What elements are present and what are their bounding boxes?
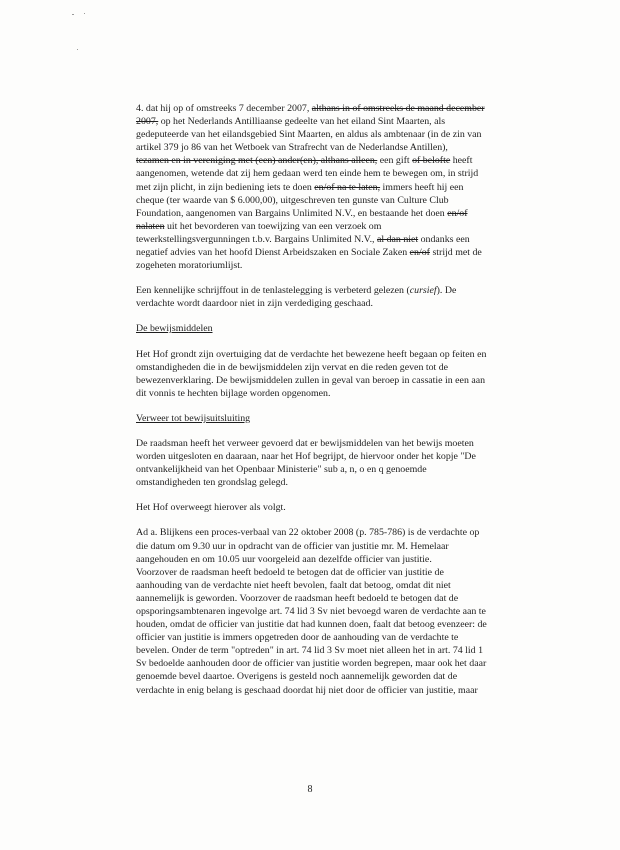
text-segment: ontvankelijkheid van het Openbaar Ministerie" sub a, n, o en q genoemde: [136, 464, 427, 476]
text-segment: Het Hof grondt zijn overtuiging dat de verdachte het bewezene heeft begaan op feiten en: [136, 348, 487, 360]
struck-text: en/of: [447, 207, 468, 219]
text-segment: genoemde bevel daartoe. Overigens is gesteld noch aannemelijk geworden dat de: [136, 671, 458, 683]
text-segment: Foundation, aangenomen van Bargains Unlimited N.V., en bestaande het doen: [136, 207, 448, 219]
text-segment: omstandigheden ten grondslag gelegd.: [136, 477, 288, 489]
text-line: [136, 154, 519, 167]
scan-speck: [72, 14, 74, 15]
text-segment: Ad a. Blijkens een proces-verbaal van 22 oktober 2008 (p. 785-786) is de verdachte op: [136, 527, 480, 539]
text-segment: opsporingsambtenaren ingevolge art. 74 lid 3 Sv niet bevoegd waren de verdachte aan te: [136, 606, 486, 617]
text-line: [136, 476, 519, 489]
text-segment: gedeputeerde van het eilandsgebied Sint Maarten, en aldus als ambtenaar (in de zin van: [136, 129, 482, 141]
scan-speck: [84, 13, 85, 14]
text-segment: strijd met de: [429, 247, 482, 259]
text-segment: Een kennelijke schrijffout in de tenlastelegging is verbeterd gelezen (: [136, 285, 410, 297]
text-line: [136, 374, 519, 387]
text-segment: aanhouding van de verdachte niet heeft bevolen, faalt dat betoog, omdat dit niet: [136, 579, 451, 591]
text-line: [136, 207, 519, 220]
text-line: [136, 412, 519, 425]
text-line: [136, 361, 519, 374]
text-line: [136, 553, 519, 566]
scan-speck: [77, 49, 78, 50]
text-segment: dit vonnis te hechten bijlage worden opgenomen.: [136, 387, 331, 399]
text-line: [136, 102, 519, 115]
text-line: [136, 348, 519, 361]
text-segment: ). De: [436, 285, 457, 297]
struck-text: of belofte: [412, 155, 451, 167]
italic-text: cursief: [409, 285, 437, 297]
text-segment: Voorzover de raadsman heeft bedoeld te betogen dat de officier van justitie de: [136, 566, 444, 578]
text-segment: aangehouden en om 10.05 uur voorgeleid aan dezelfde officier van justitie.: [136, 553, 432, 565]
text-line: [136, 246, 519, 259]
text-line: [136, 566, 519, 579]
text-segment: zogeheten moratoriumlijst.: [136, 260, 243, 272]
text-segment: 4. dat hij op of omstreeks 7 december 2007,: [136, 103, 312, 114]
text-line: [136, 463, 519, 476]
text-segment: een gift: [377, 155, 413, 167]
text-segment: artikel 379 jo 86 van het Wetboek van Strafrecht van de Nederlandse Antillen),: [136, 142, 448, 154]
text-line: [136, 684, 519, 697]
text-segment: De bewijsmiddelen: [136, 323, 213, 335]
text-segment: ondanks een: [418, 233, 470, 245]
struck-text: tezamen en in vereniging met (een) ander(en), althans alleen,: [136, 155, 378, 167]
text-line: [136, 141, 519, 154]
text-segment: immers heeft hij een: [380, 181, 464, 193]
paragraph: [136, 437, 519, 489]
struck-text: al dan niet: [377, 233, 419, 245]
text-line: [136, 259, 519, 272]
text-line: [136, 181, 519, 194]
text-line: [136, 450, 519, 463]
text-segment: heeft: [450, 155, 473, 167]
struck-text: althans in of omstreeks de maand december: [311, 103, 485, 114]
paragraph: [136, 501, 519, 514]
text-line: [136, 284, 519, 297]
text-segment: uit het bevorderen van toewijzing van een verzoek om: [164, 220, 382, 232]
text-segment: tewerkstellingsvergunningen t.b.v. Bargains Unlimited N.V.,: [136, 233, 377, 245]
paragraph: [136, 102, 519, 272]
text-segment: omstandigheden die in de bewijsmiddelen zijn vervat en die reden geven tot de: [136, 361, 449, 373]
text-segment: negatief advies van het hoofd Dienst Arbeidszaken en Sociale Zaken: [136, 247, 410, 259]
paragraph: [136, 284, 519, 310]
text-segment: aangenomen, wetende dat zij hem gedaan werd ten einde hem te bewegen om, in strijd: [136, 168, 479, 180]
text-line: [136, 220, 519, 233]
text-line: [136, 501, 519, 514]
text-line: [136, 437, 519, 450]
text-line: [136, 526, 519, 539]
text-segment: verdachte wordt daardoor niet in zijn verdediging geschaad.: [136, 298, 373, 310]
document-body: [136, 102, 519, 709]
text-line: [136, 592, 519, 605]
text-segment: Sv bedoelde aanhouden door de officier van justitie worden begrepen, maar ook het daar: [136, 658, 487, 670]
text-line: [136, 657, 519, 670]
text-segment: aannemelijk is geworden. Voorzover de raadsman heeft bedoeld te betogen dat de: [136, 592, 459, 604]
text-line: [136, 194, 519, 207]
text-line: [136, 128, 519, 141]
struck-text: 2007,: [136, 116, 159, 128]
text-line: [136, 167, 519, 180]
text-line: [136, 644, 519, 657]
section-heading: [136, 412, 519, 425]
text-segment: cheque (ter waarde van $ 6.000,00), uitgeschreven ten gunste van Culture Club: [136, 194, 449, 206]
text-segment: officier van justitie is immers opgetreden door de aanhouding van de verdachte te: [136, 632, 459, 644]
text-segment: die datum om 9.30 uur in opdracht van de officier van justitie mr. M. Hemelaar: [136, 540, 449, 552]
text-segment: worden uitgesloten en daaraan, naar het Hof begrijpt, de hiervoor onder het kopje "De: [136, 451, 476, 463]
text-segment: bevelen. Onder de term "optreden" in art. 74 lid 3 Sv moet niet alleen het in art. 74 lid 1: [136, 645, 484, 657]
text-segment: Het Hof overweegt hierover als volgt.: [136, 502, 286, 514]
text-segment: De raadsman heeft het verweer gevoerd dat er bewijsmiddelen van het bewijs moeten: [136, 437, 474, 449]
page-number: 8: [307, 784, 313, 795]
struck-text: en/of na te laten,: [314, 181, 381, 193]
text-line: [136, 297, 519, 310]
text-line: [136, 233, 519, 246]
text-line: [136, 670, 519, 683]
text-line: [136, 540, 519, 553]
paragraph: [136, 348, 519, 400]
text-line: [136, 618, 519, 631]
text-line: [136, 605, 519, 618]
text-segment: op het Nederlands Antilliaanse gedeelte van het eiland Sint Maarten, als: [158, 116, 446, 128]
text-segment: met zijn plicht, in zijn bediening iets te doen: [136, 181, 315, 193]
text-segment: bewezenverklaring. De bewijsmiddelen zullen in geval van beroep in cassatie in een aan: [136, 374, 486, 386]
section-heading: [136, 322, 519, 335]
text-segment: verdachte in enig belang is geschaad doordat hij niet door de officier van justitie, maar: [136, 684, 478, 696]
struck-text: en/of: [409, 247, 430, 259]
struck-text: nalaten: [136, 220, 165, 232]
text-segment: Verweer tot bewijsuitsluiting: [136, 412, 251, 424]
text-line: [136, 322, 519, 335]
paragraph: [136, 526, 519, 696]
text-line: [136, 631, 519, 644]
text-segment: houden, omdat de officier van justitie dat had kunnen doen, faalt dat betoog evenzeer: de: [136, 619, 487, 631]
text-line: [136, 115, 519, 128]
text-line: [136, 579, 519, 592]
text-line: [136, 387, 519, 400]
